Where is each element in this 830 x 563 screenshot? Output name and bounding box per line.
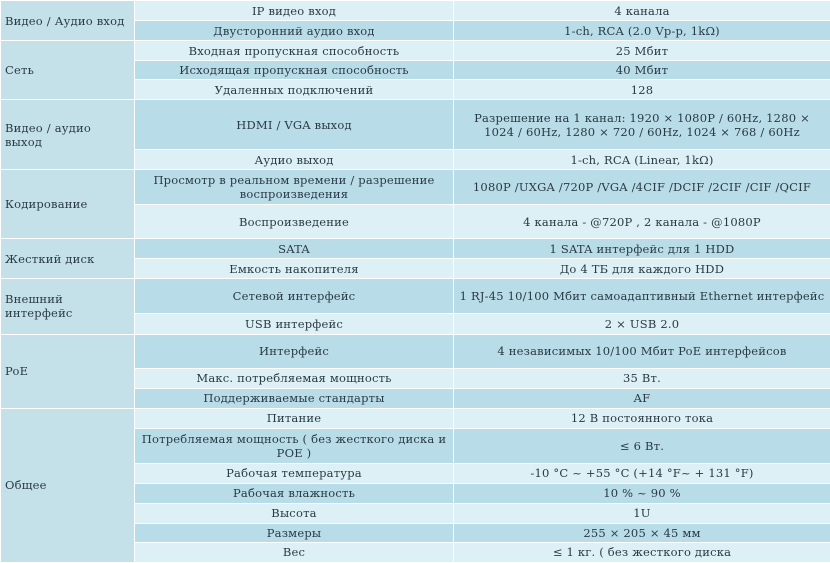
category-cell: Сеть — [1, 41, 135, 100]
spec-value: 25 Мбит — [454, 41, 830, 61]
category-cell: Видео / аудио выход — [1, 100, 135, 170]
spec-value: ≤ 6 Вт. — [454, 428, 830, 463]
category-cell: Кодирование — [1, 170, 135, 239]
spec-name: Потребляемая мощность ( без жесткого диска и POE ) — [135, 428, 454, 463]
spec-name: Сетевой интерфейс — [135, 279, 454, 314]
spec-name: HDMI / VGA выход — [135, 100, 454, 150]
spec-value: 1U — [454, 503, 830, 523]
spec-value: 4 канала - @720P , 2 канала - @1080P — [454, 205, 830, 239]
spec-value: 1 SATA интерфейс для 1 HDD — [454, 239, 830, 259]
table-row — [1, 100, 830, 150]
table-row — [1, 408, 830, 428]
category-cell: PoE — [1, 334, 135, 408]
spec-name: Макс. потребляемая мощность — [135, 368, 454, 388]
spec-value: AF — [454, 388, 830, 408]
spec-name: Просмотр в реальном времени / разрешение воспроизведения — [135, 170, 454, 205]
spec-name: Исходящая пропускная способность — [135, 61, 454, 80]
table-row — [1, 41, 830, 61]
spec-value: 2 × USB 2.0 — [454, 314, 830, 334]
spec-value: 1-ch, RCA (2.0 Vp-p, 1kΩ) — [454, 21, 830, 41]
spec-value: 10 % ~ 90 % — [454, 483, 830, 503]
spec-name: Вес — [135, 542, 454, 562]
spec-value: 1 RJ-45 10/100 Мбит самоадаптивный Ethernet интерфейс — [454, 279, 830, 314]
spec-name: SATA — [135, 239, 454, 259]
spec-value: ≤ 1 кг. ( без жесткого диска — [454, 542, 830, 562]
spec-value: 12 В постоянного тока — [454, 408, 830, 428]
table-row — [1, 1, 830, 21]
spec-name: Размеры — [135, 523, 454, 542]
spec-value: 40 Мбит — [454, 61, 830, 80]
spec-name: Питание — [135, 408, 454, 428]
spec-name: Удаленных подключений — [135, 80, 454, 100]
table-row — [1, 170, 830, 205]
spec-value: 128 — [454, 80, 830, 100]
spec-value: -10 °C ~ +55 °C (+14 °F~ + 131 °F) — [454, 463, 830, 483]
spec-name: Воспроизведение — [135, 205, 454, 239]
spec-value: 35 Вт. — [454, 368, 830, 388]
category-cell: Общее — [1, 408, 135, 562]
spec-name: Поддерживаемые стандарты — [135, 388, 454, 408]
spec-name: IP видео вход — [135, 1, 454, 21]
spec-value: 4 канала — [454, 1, 830, 21]
table-row — [1, 334, 830, 368]
category-cell: Видео / Аудио вход — [1, 1, 135, 41]
spec-name: Двусторонний аудио вход — [135, 21, 454, 41]
spec-name: Аудио выход — [135, 150, 454, 170]
spec-value: 4 независимых 10/100 Мбит PoE интерфейсов — [454, 334, 830, 368]
spec-value: Разрешение на 1 канал: 1920 × 1080P / 60Hz, 1280 × 1024 / 60Hz, 1280 × 720 / 60Hz, 1024 × 768 / 60Hz — [454, 100, 830, 150]
spec-value: 1-ch, RCA (Linear, 1kΩ) — [454, 150, 830, 170]
spec-value: 1080P /UXGA /720P /VGA /4CIF /DCIF /2CIF /CIF /QCIF — [454, 170, 830, 205]
spec-name: Емкость накопителя — [135, 259, 454, 279]
category-cell: Жесткий диск — [1, 239, 135, 279]
spec-name: Рабочая влажность — [135, 483, 454, 503]
spec-name: Интерфейс — [135, 334, 454, 368]
spec-name: Высота — [135, 503, 454, 523]
category-cell: Внешний интерфейс — [1, 279, 135, 334]
table-row — [1, 239, 830, 259]
spec-name: USB интерфейс — [135, 314, 454, 334]
spec-value: До 4 ТБ для каждого HDD — [454, 259, 830, 279]
table-row — [1, 279, 830, 314]
spec-value: 255 × 205 × 45 мм — [454, 523, 830, 542]
spec-name: Рабочая температура — [135, 463, 454, 483]
spec-name: Входная пропускная способность — [135, 41, 454, 61]
